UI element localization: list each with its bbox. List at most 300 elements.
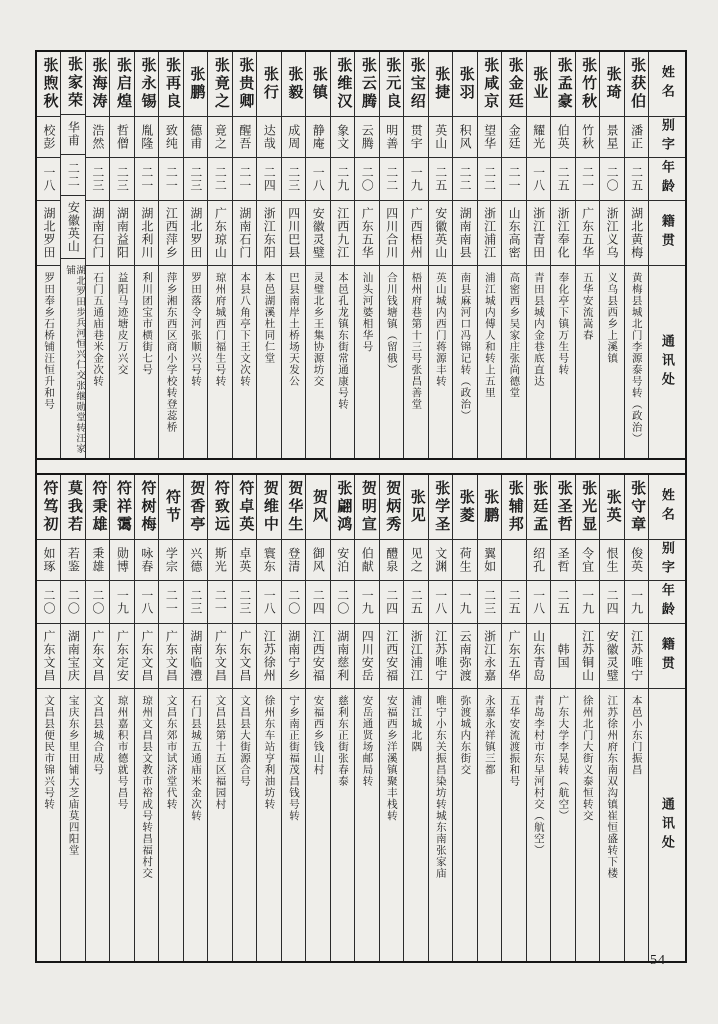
name-cell: 符笃初 xyxy=(37,475,60,540)
native-place-cell: 湖北罗田 xyxy=(184,201,207,266)
age-cell: 二四 xyxy=(600,581,623,624)
name-cell: 贺炳秀 xyxy=(380,475,403,540)
address-cell: 文昌东郊市试济堂代转 xyxy=(165,695,177,810)
header-origin: 籍贯 xyxy=(649,624,685,689)
name-cell: 张家荣 xyxy=(61,52,84,115)
entry-column xyxy=(354,475,378,961)
age-cell: 二四 xyxy=(257,158,280,201)
age-cell: 一八 xyxy=(527,581,550,624)
courtesy-name-cell: 恨生 xyxy=(600,540,623,581)
age-cell: 二三 xyxy=(184,581,207,624)
courtesy-name-cell: 象文 xyxy=(331,117,354,158)
courtesy-name-cell: 秉雄 xyxy=(86,540,109,581)
name-cell: 张云腾 xyxy=(355,52,378,117)
native-place-cell: 湖南临澧 xyxy=(184,624,207,689)
name-cell: 张业 xyxy=(527,52,550,117)
address-cell: 巴县南岸土桥场天发公 xyxy=(287,272,299,387)
courtesy-name-cell: 卓英 xyxy=(233,540,256,581)
age-cell: 一九 xyxy=(110,581,133,624)
native-place-cell: 广东文昌 xyxy=(37,624,60,689)
courtesy-name-cell: 竟之 xyxy=(208,117,231,158)
age-cell: 一九 xyxy=(355,581,378,624)
courtesy-name-cell: 荷生 xyxy=(453,540,476,581)
name-cell: 张英 xyxy=(600,475,623,540)
name-cell: 贺香亭 xyxy=(184,475,207,540)
age-cell: 二三 xyxy=(110,158,133,201)
entry-column xyxy=(452,475,476,961)
entry-column xyxy=(624,52,648,458)
age-cell: 二一 xyxy=(135,158,158,201)
entry-column xyxy=(60,52,84,458)
entry-column xyxy=(575,52,599,458)
age-cell: 二二 xyxy=(380,158,403,201)
native-place-cell: 湖南益阳 xyxy=(110,201,133,266)
age-cell: 二〇 xyxy=(86,581,109,624)
age-cell: 一九 xyxy=(576,581,599,624)
age-cell: 二一 xyxy=(576,158,599,201)
name-cell: 符节 xyxy=(159,475,182,540)
header-address: 通讯处 xyxy=(659,333,675,391)
entry-column xyxy=(477,475,501,961)
entry-column xyxy=(501,475,525,961)
courtesy-name-cell: 英山 xyxy=(429,117,452,158)
courtesy-name-cell: 金廷 xyxy=(502,117,525,158)
address-cell: 本邑孔龙镇东街常通康号转 xyxy=(336,272,348,410)
address-cell: 利川团宝市横街七号 xyxy=(141,272,153,376)
courtesy-name-cell: 静庵 xyxy=(306,117,329,158)
native-place-cell: 云南弥渡 xyxy=(453,624,476,689)
name-cell: 张廷孟 xyxy=(527,475,550,540)
name-cell: 张孟豪 xyxy=(551,52,574,117)
address-cell: 浦江城北隅 xyxy=(410,695,422,753)
name-cell: 贺明宣 xyxy=(355,475,378,540)
courtesy-name-cell: 令宜 xyxy=(576,540,599,581)
courtesy-name-cell: 文渊 xyxy=(429,540,452,581)
address-cell: 唯宁小东关振昌染坊转城东南张家庙 xyxy=(434,695,446,879)
entry-column xyxy=(134,52,158,458)
name-cell: 张翩鸿 xyxy=(331,475,354,540)
name-cell: 张煦秋 xyxy=(37,52,60,117)
native-place-cell: 广东五华 xyxy=(502,624,525,689)
courtesy-name-cell: 哲僧 xyxy=(110,117,133,158)
name-cell: 张竟之 xyxy=(208,52,231,117)
native-place-cell: 山东青岛 xyxy=(527,624,550,689)
entry-column xyxy=(452,52,476,458)
name-cell: 张金廷 xyxy=(502,52,525,117)
native-place-cell: 四川安岳 xyxy=(355,624,378,689)
header-name: 姓名 xyxy=(649,475,685,540)
entry-column xyxy=(501,52,525,458)
courtesy-name-cell: 校彭 xyxy=(37,117,60,158)
native-place-cell: 广东定安 xyxy=(110,624,133,689)
courtesy-name-cell: 潘正 xyxy=(625,117,648,158)
age-cell: 一八 xyxy=(257,581,280,624)
native-place-cell: 湖北罗田 xyxy=(37,201,60,266)
address-cell: 宝庆东乡里田铺大芝庙莫四阳堂 xyxy=(67,695,79,856)
address-cell: 义乌县西乡上溪镇 xyxy=(606,272,618,364)
address-cell: 琼州府城西门福生号转 xyxy=(214,272,226,387)
native-place-cell: 广东文昌 xyxy=(135,624,158,689)
name-cell: 张羽 xyxy=(453,52,476,117)
entry-column xyxy=(158,52,182,458)
entry-column xyxy=(256,475,280,961)
courtesy-name-cell: 竹秋 xyxy=(576,117,599,158)
address-cell: 琼州嘉积市德就号昌号 xyxy=(116,695,128,810)
age-cell: 一八 xyxy=(37,158,60,201)
name-cell: 张贵卿 xyxy=(233,52,256,117)
age-cell: 二五 xyxy=(502,581,525,624)
age-cell: 二四 xyxy=(380,581,403,624)
name-cell: 张行 xyxy=(257,52,280,117)
address-cell: 徐州北门大街义泰恒转交 xyxy=(581,695,593,822)
native-place-cell: 四川合川 xyxy=(380,201,403,266)
entry-column xyxy=(354,52,378,458)
address-cell: 本邑小东门振昌 xyxy=(630,695,642,776)
age-cell: 二二 xyxy=(61,155,84,197)
header-age: 年龄 xyxy=(649,581,685,624)
address-cell: 奉化亭下镇万生号转 xyxy=(557,272,569,376)
entry-column xyxy=(305,52,329,458)
courtesy-name-cell: 御风 xyxy=(306,540,329,581)
address-cell: 永嘉永祥镇三都 xyxy=(483,695,495,776)
courtesy-name-cell: 醴泉 xyxy=(380,540,403,581)
header-age: 年龄 xyxy=(649,158,685,201)
courtesy-name-cell: 登清 xyxy=(282,540,305,581)
native-place-cell: 浙江义乌 xyxy=(600,201,623,266)
name-cell: 张获伯 xyxy=(625,52,648,117)
courtesy-name-cell: 如琢 xyxy=(37,540,60,581)
address-cell: 安福西乡洋溪镇聚丰栈转 xyxy=(385,695,397,822)
name-cell: 张维汉 xyxy=(331,52,354,117)
age-cell: 二五 xyxy=(404,581,427,624)
courtesy-name-cell: 景星 xyxy=(600,117,623,158)
age-cell: 一八 xyxy=(429,581,452,624)
courtesy-name-cell: 醒吾 xyxy=(233,117,256,158)
native-place-cell: 浙江浦江 xyxy=(478,201,501,266)
name-cell: 张咸京 xyxy=(478,52,501,117)
age-cell: 二一 xyxy=(233,158,256,201)
address-cell: 湖北罗田步兵河恒兴仁交张继勋堂转汪家铺 xyxy=(64,265,85,455)
native-place-cell: 四川巴县 xyxy=(282,201,305,266)
address-cell: 梧州府巷第十三号张昌善堂 xyxy=(410,272,422,410)
top-table-band xyxy=(37,52,685,458)
entry-column xyxy=(379,475,403,961)
address-cell: 罗田落令河张顺兴号转 xyxy=(190,272,202,387)
age-cell: 二〇 xyxy=(331,581,354,624)
native-place-cell: 广西梧州 xyxy=(404,201,427,266)
courtesy-name-cell: 积风 xyxy=(453,117,476,158)
native-place-cell: 湖南南县 xyxy=(453,201,476,266)
age-cell: 二〇 xyxy=(37,581,60,624)
entry-column xyxy=(403,475,427,961)
entry-column xyxy=(232,52,256,458)
entry-column xyxy=(60,475,84,961)
age-cell: 二〇 xyxy=(61,581,84,624)
name-cell: 张捷 xyxy=(429,52,452,117)
age-cell: 二一 xyxy=(159,158,182,201)
address-cell: 文昌县便民市锦兴号转 xyxy=(43,695,55,810)
native-place-cell: 浙江青田 xyxy=(527,201,550,266)
courtesy-name-cell: 望华 xyxy=(478,117,501,158)
courtesy-name-cell: 翼如 xyxy=(478,540,501,581)
name-cell: 莫我若 xyxy=(61,475,84,540)
entry-column xyxy=(207,475,231,961)
native-place-cell: 江苏徐州 xyxy=(257,624,280,689)
native-place-cell: 广东文昌 xyxy=(208,624,231,689)
courtesy-name-cell: 明善 xyxy=(380,117,403,158)
native-place-cell: 江苏唯宁 xyxy=(429,624,452,689)
native-place-cell: 湖南宁乡 xyxy=(282,624,305,689)
address-cell: 广东大学李晃转（航空） xyxy=(557,695,569,822)
courtesy-name-cell: 浩然 xyxy=(86,117,109,158)
name-cell: 张鹏 xyxy=(478,475,501,540)
courtesy-name-cell: 若鉴 xyxy=(61,540,84,581)
age-cell: 一九 xyxy=(453,581,476,624)
name-cell: 张琦 xyxy=(600,52,623,117)
native-place-cell: 江西安福 xyxy=(380,624,403,689)
header-courtesy: 别字 xyxy=(649,540,685,581)
age-cell: 一八 xyxy=(135,581,158,624)
address-cell: 本邑湖溪杜同仁堂 xyxy=(263,272,275,364)
age-cell: 二〇 xyxy=(282,581,305,624)
address-cell: 英山城内西门蒋源丰转 xyxy=(434,272,446,387)
address-cell: 罗田奉乡石桥铺汪恒升和号 xyxy=(43,272,55,410)
entry-column xyxy=(550,52,574,458)
age-cell: 一八 xyxy=(306,158,329,201)
entry-column xyxy=(183,52,207,458)
name-cell: 张守章 xyxy=(625,475,648,540)
native-place-cell: 安徽灵璧 xyxy=(306,201,329,266)
page-number: 54 xyxy=(650,953,666,968)
native-place-cell: 湖北利川 xyxy=(135,201,158,266)
address-cell: 本县八角亭下王文次转 xyxy=(239,272,251,387)
address-cell: 宁乡南正街福茂昌钱号转 xyxy=(287,695,299,822)
entry-column xyxy=(37,52,60,458)
entry-column xyxy=(134,475,158,961)
entry-column xyxy=(183,475,207,961)
address-cell: 文昌县第十五区福园村 xyxy=(214,695,226,810)
address-cell: 弥渡城内东街交 xyxy=(459,695,471,776)
native-place-cell: 山东高密 xyxy=(502,201,525,266)
native-place-cell: 韩国 xyxy=(551,624,574,689)
address-cell: 安福西乡钱山村 xyxy=(312,695,324,776)
entry-column xyxy=(281,52,305,458)
address-cell: 文昌县大街源合号 xyxy=(239,695,251,787)
age-cell: 二二 xyxy=(478,158,501,201)
address-cell: 益阳马迹塘皮万兴交 xyxy=(116,272,128,376)
age-cell: 二〇 xyxy=(600,158,623,201)
native-place-cell: 湖北黄梅 xyxy=(625,201,648,266)
address-cell: 五华安流嵩春 xyxy=(581,272,593,341)
native-place-cell: 湖南石门 xyxy=(233,201,256,266)
address-cell: 石门县城五通庙米金次转 xyxy=(190,695,202,822)
header-column-top xyxy=(648,52,685,458)
entry-column xyxy=(428,52,452,458)
age-cell: 二五 xyxy=(551,581,574,624)
entry-column xyxy=(550,475,574,961)
native-place-cell: 安徽灵璧 xyxy=(600,624,623,689)
address-cell: 五华安流渡振和号 xyxy=(508,695,520,787)
address-cell: 合川钱塘镇（留俄） xyxy=(385,272,397,376)
native-place-cell: 浙江奉化 xyxy=(551,201,574,266)
courtesy-name-cell: 俊英 xyxy=(625,540,648,581)
native-place-cell: 浙江东阳 xyxy=(257,201,280,266)
entry-column xyxy=(379,52,403,458)
courtesy-name-cell: 贯宇 xyxy=(404,117,427,158)
header-column-bottom xyxy=(648,475,685,961)
age-cell: 二一 xyxy=(502,158,525,201)
entry-column xyxy=(85,475,109,961)
name-cell: 符致远 xyxy=(208,475,231,540)
header-name: 姓名 xyxy=(649,52,685,117)
courtesy-name-cell: 绍孔 xyxy=(527,540,550,581)
courtesy-name-cell: 致纯 xyxy=(159,117,182,158)
courtesy-name-cell: 云腾 xyxy=(355,117,378,158)
age-cell: 二五 xyxy=(551,158,574,201)
header-address: 通讯处 xyxy=(659,796,675,854)
courtesy-name-cell: 耀光 xyxy=(527,117,550,158)
entry-column xyxy=(37,475,60,961)
address-cell: 安岳通贤场邮局转 xyxy=(361,695,373,787)
courtesy-name-cell: 安泊 xyxy=(331,540,354,581)
band-separator xyxy=(37,458,685,475)
address-cell: 灵璧北乡王集协源坊交 xyxy=(312,272,324,387)
courtesy-name-cell: 圣哲 xyxy=(551,540,574,581)
name-cell: 贺维中 xyxy=(257,475,280,540)
courtesy-name-cell xyxy=(502,540,525,581)
entry-column xyxy=(526,52,550,458)
address-cell: 文昌县城合成号 xyxy=(92,695,104,776)
courtesy-name-cell: 学宗 xyxy=(159,540,182,581)
header-origin: 籍贯 xyxy=(649,201,685,266)
courtesy-name-cell: 勋博 xyxy=(110,540,133,581)
native-place-cell: 江西萍乡 xyxy=(159,201,182,266)
native-place-cell: 江苏唯宁 xyxy=(625,624,648,689)
name-cell: 符卓英 xyxy=(233,475,256,540)
age-cell: 二一 xyxy=(208,581,231,624)
native-place-cell: 广东琼山 xyxy=(208,201,231,266)
native-place-cell: 湖南慈利 xyxy=(331,624,354,689)
native-place-cell: 湖南石门 xyxy=(86,201,109,266)
name-cell: 张圣哲 xyxy=(551,475,574,540)
courtesy-name-cell: 胤隆 xyxy=(135,117,158,158)
name-cell: 张见 xyxy=(404,475,427,540)
name-cell: 符祥霭 xyxy=(110,475,133,540)
address-cell: 青岛李村市东早河村交（航空） xyxy=(532,695,544,856)
age-cell: 二四 xyxy=(306,581,329,624)
native-place-cell: 江苏铜山 xyxy=(576,624,599,689)
courtesy-name-cell: 华甫 xyxy=(61,115,84,155)
name-cell: 张辅邦 xyxy=(502,475,525,540)
name-cell: 张菱 xyxy=(453,475,476,540)
courtesy-name-cell: 兴德 xyxy=(184,540,207,581)
address-cell: 青田县城内金巷底直达 xyxy=(532,272,544,387)
age-cell: 二三 xyxy=(478,581,501,624)
entry-column xyxy=(330,475,354,961)
address-cell: 南县麻河口冯锦记转（政治） xyxy=(459,272,471,422)
entry-column xyxy=(207,52,231,458)
age-cell: 二一 xyxy=(159,581,182,624)
courtesy-name-cell: 见之 xyxy=(404,540,427,581)
bottom-table-band xyxy=(37,475,685,961)
age-cell: 二三 xyxy=(233,581,256,624)
native-place-cell: 广东五华 xyxy=(576,201,599,266)
native-place-cell: 广东五华 xyxy=(355,201,378,266)
age-cell: 一九 xyxy=(404,158,427,201)
entry-column xyxy=(526,475,550,961)
entry-column xyxy=(599,52,623,458)
address-cell: 石门五通庙巷米金次转 xyxy=(92,272,104,387)
age-cell: 二二 xyxy=(208,158,231,201)
native-place-cell: 江西九江 xyxy=(331,201,354,266)
entry-column xyxy=(256,52,280,458)
address-cell: 萍乡湘东西区商小学校转登蕊桥 xyxy=(165,272,177,433)
age-cell: 二二 xyxy=(453,158,476,201)
name-cell: 张鹏 xyxy=(184,52,207,117)
age-cell: 二三 xyxy=(184,158,207,201)
address-cell: 徐州东车站亨利油坊转 xyxy=(263,695,275,810)
address-cell: 浦江城内傅人和转上五里 xyxy=(483,272,495,399)
native-place-cell: 浙江永嘉 xyxy=(478,624,501,689)
age-cell: 二三 xyxy=(86,158,109,201)
name-cell: 张毅 xyxy=(282,52,305,117)
courtesy-name-cell: 寰东 xyxy=(257,540,280,581)
address-cell: 慈利东正街张春泰 xyxy=(336,695,348,787)
age-cell: 二五 xyxy=(625,158,648,201)
address-cell: 汕头河婆相华号 xyxy=(361,272,373,353)
entry-column xyxy=(232,475,256,961)
age-cell: 二〇 xyxy=(355,158,378,201)
name-cell: 张光显 xyxy=(576,475,599,540)
entry-column xyxy=(477,52,501,458)
name-cell: 张学圣 xyxy=(429,475,452,540)
name-cell: 张再良 xyxy=(159,52,182,117)
courtesy-name-cell: 成周 xyxy=(282,117,305,158)
courtesy-name-cell: 伯献 xyxy=(355,540,378,581)
courtesy-name-cell: 德甫 xyxy=(184,117,207,158)
name-cell: 张启煌 xyxy=(110,52,133,117)
name-cell: 张元良 xyxy=(380,52,403,117)
native-place-cell: 广东文昌 xyxy=(233,624,256,689)
entry-column xyxy=(575,475,599,961)
address-cell: 江苏徐州府东南双沟镇崔恒盛转下楼 xyxy=(606,695,618,879)
entry-column xyxy=(305,475,329,961)
name-cell: 贺华生 xyxy=(282,475,305,540)
name-cell: 张镇 xyxy=(306,52,329,117)
name-cell: 符树梅 xyxy=(135,475,158,540)
native-place-cell: 湖南宝庆 xyxy=(61,624,84,689)
name-cell: 贺风 xyxy=(306,475,329,540)
courtesy-name-cell: 伯英 xyxy=(551,117,574,158)
courtesy-name-cell: 达哉 xyxy=(257,117,280,158)
entry-column xyxy=(158,475,182,961)
name-cell: 张竹秋 xyxy=(576,52,599,117)
courtesy-name-cell: 咏春 xyxy=(135,540,158,581)
age-cell: 二五 xyxy=(429,158,452,201)
native-place-cell: 安徽英山 xyxy=(61,196,84,259)
entry-column xyxy=(109,52,133,458)
directory-table xyxy=(35,50,687,963)
entry-column xyxy=(281,475,305,961)
age-cell: 一九 xyxy=(625,581,648,624)
entry-column xyxy=(428,475,452,961)
entry-column xyxy=(109,475,133,961)
native-place-cell: 安徽英山 xyxy=(429,201,452,266)
address-cell: 琼州文昌县文教市裕成号转昌福村交 xyxy=(141,695,153,879)
name-cell: 张宝绍 xyxy=(404,52,427,117)
entry-column xyxy=(403,52,427,458)
age-cell: 一八 xyxy=(527,158,550,201)
